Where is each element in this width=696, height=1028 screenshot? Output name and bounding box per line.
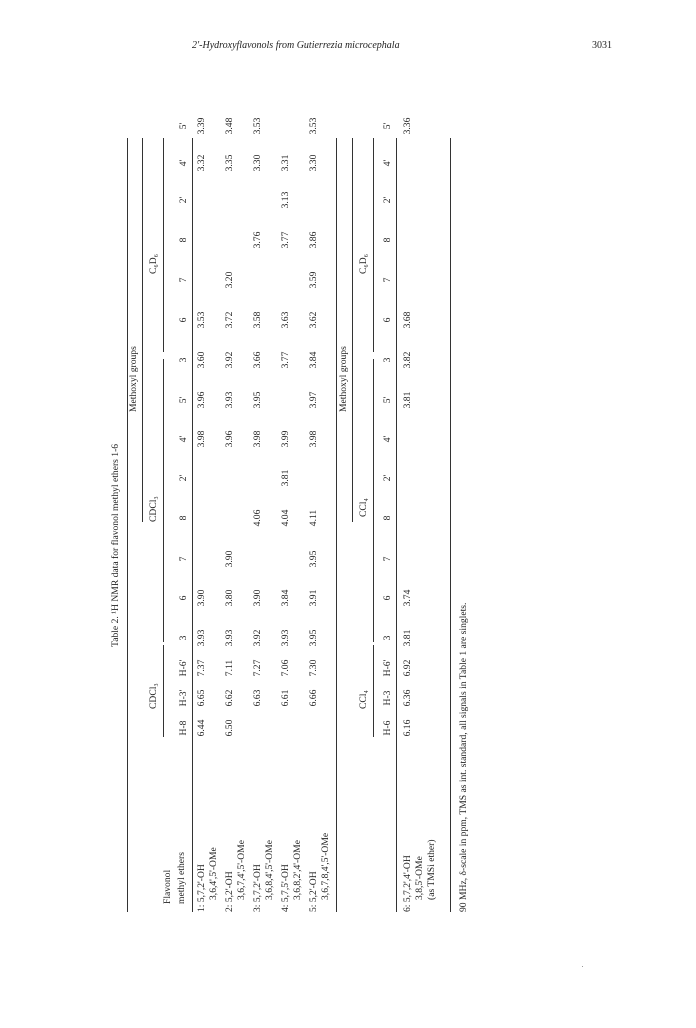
compound-name-line: 1: 5,7,2'-OH <box>196 864 207 912</box>
table-caption: Table 2. ¹H NMR data for flavonol methyl ethers 1-6 <box>110 443 121 647</box>
column-header: 2' <box>178 196 189 204</box>
table-cell: 3.81 <box>280 469 291 487</box>
solvent-rule-b-upper <box>163 138 164 352</box>
table-cell: 3.92 <box>224 351 235 369</box>
table-cell: 4.11 <box>308 509 319 527</box>
table-cell: 3.84 <box>308 351 319 369</box>
compound-name-line: 3: 5,7,2'-OH <box>252 864 263 912</box>
table-cell: 3.13 <box>280 191 291 209</box>
column-header: 5' <box>178 396 189 404</box>
table-cell: 3.32 <box>196 154 207 172</box>
compound-name-line: 3,8,5'-OMe <box>413 856 425 900</box>
solvent-rule-a-lower <box>373 359 374 642</box>
table-cell: 3.30 <box>252 154 263 172</box>
table-cell: 6.36 <box>402 689 413 707</box>
column-header: 2' <box>382 196 393 204</box>
methoxyl-groups-label-lower: Methoxyl groups <box>338 346 349 412</box>
table-cell: 3.95 <box>252 391 263 409</box>
table-cell: 4.06 <box>252 509 263 527</box>
column-header: 3 <box>382 635 393 641</box>
column-header: H-6' <box>382 659 393 677</box>
table-cell: 7.30 <box>308 659 319 677</box>
solvent-rule-h-lower <box>373 645 374 737</box>
row-label <box>308 833 332 912</box>
table-cell: 6.44 <box>196 719 207 737</box>
table-cell: 3.90 <box>196 589 207 607</box>
column-header: 7 <box>382 556 393 562</box>
column-header: H-3 <box>382 690 393 706</box>
table-cell: 3.66 <box>252 351 263 369</box>
compound-name-line: 3,6,7,8,4',5'-OMe <box>319 832 331 900</box>
column-header: 8 <box>178 515 189 521</box>
table-cell: 3.81 <box>402 391 413 409</box>
table-cell: 6.92 <box>402 659 413 677</box>
table-cell: 3.31 <box>280 154 291 172</box>
solvent-ome-b-lower: C₆D₆ <box>358 253 369 274</box>
table-cell: 3.35 <box>224 154 235 172</box>
table-cell: 3.62 <box>308 311 319 329</box>
table-cell: 3.63 <box>280 311 291 329</box>
mid-rule <box>336 138 337 912</box>
solvent-h-lower: CCl₄ <box>358 690 369 709</box>
table-cell: 3.95 <box>308 629 319 647</box>
table-cell: 3.90 <box>224 550 235 568</box>
table-cell: 3.20 <box>224 271 235 289</box>
column-header: 7 <box>382 277 393 283</box>
compound-name-line: 3,6,4',5'-OMe <box>207 847 219 900</box>
solvent-ome-a-lower: CCl₄ <box>358 498 369 517</box>
table-cell: 3.93 <box>224 391 235 409</box>
header-rule-upper <box>192 138 193 912</box>
methoxyl-rule-lower <box>352 138 353 522</box>
table-cell: 3.93 <box>224 629 235 647</box>
table-cell: 4.04 <box>280 509 291 527</box>
table-cell: 3.53 <box>196 311 207 329</box>
table-cell: 3.53 <box>252 117 263 135</box>
column-header: 6 <box>178 595 189 601</box>
column-header: 3 <box>178 635 189 641</box>
table-cell: 6.50 <box>224 719 235 737</box>
running-head: 2'-Hydroxyflavonols from Gutierrezia microcephala <box>192 40 400 51</box>
column-header: 7 <box>178 556 189 562</box>
table-cell: 3.74 <box>402 589 413 607</box>
table-cell: 3.59 <box>308 271 319 289</box>
column-header: 3 <box>178 357 189 363</box>
row-label <box>402 839 438 912</box>
table-cell: 7.11 <box>224 659 235 677</box>
solvent-ome-a-upper: CDCl₃ <box>148 496 159 522</box>
compound-name-line: 5: 5,2'-OH <box>308 871 319 912</box>
solvent-rule-h-upper <box>163 645 164 737</box>
column-header: 2' <box>382 474 393 482</box>
compound-name-line: 2: 5,2'-OH <box>224 871 235 912</box>
table-cell: 3.98 <box>196 430 207 448</box>
column-header: 4' <box>382 159 393 167</box>
compound-name-line: 3,6,7,4',5'-OMe <box>235 840 247 900</box>
table-cell: 3.39 <box>196 117 207 135</box>
table-cell: 3.92 <box>252 629 263 647</box>
table-cell: 6.62 <box>224 689 235 707</box>
column-header: 3 <box>382 357 393 363</box>
table-top-rule <box>127 138 128 912</box>
column-header: 6 <box>382 317 393 323</box>
table-cell: 3.96 <box>196 391 207 409</box>
column-header: 8 <box>382 237 393 243</box>
column-header: 6 <box>178 317 189 323</box>
table-cell: 3.77 <box>280 231 291 249</box>
header-rule-lower <box>396 138 397 912</box>
solvent-h-upper: CDCl₃ <box>148 683 159 709</box>
table-cell: 6.16 <box>402 719 413 737</box>
compound-name-line: (as TMSi ether) <box>425 839 437 900</box>
table-cell: 3.81 <box>402 629 413 647</box>
methyl-ethers-label: methyl ethers <box>176 852 187 904</box>
compound-name-line: 4: 5,7,5'-OH <box>280 864 291 912</box>
table-cell: 3.93 <box>196 629 207 647</box>
table-cell: 3.84 <box>280 589 291 607</box>
table-cell: 3.53 <box>308 117 319 135</box>
compound-name-line: 6: 5,7,2',4'-OH <box>402 855 413 912</box>
column-header: 4' <box>178 159 189 167</box>
table-cell: 7.27 <box>252 659 263 677</box>
row-label <box>252 840 276 912</box>
table-cell: 3.30 <box>308 154 319 172</box>
column-header: 8 <box>382 515 393 521</box>
table-cell: 6.65 <box>196 689 207 707</box>
column-header: H-8 <box>178 720 189 736</box>
column-header: 7 <box>178 277 189 283</box>
table-cell: 3.91 <box>308 589 319 607</box>
table-cell: 3.60 <box>196 351 207 369</box>
column-header: 2' <box>178 474 189 482</box>
table-cell: 3.99 <box>280 430 291 448</box>
table-cell: 3.90 <box>252 589 263 607</box>
table-cell: 7.06 <box>280 659 291 677</box>
table-cell: 3.98 <box>308 430 319 448</box>
table-cell: 3.93 <box>280 629 291 647</box>
column-header: H-6 <box>382 720 393 736</box>
column-header: 5' <box>382 396 393 404</box>
row-label <box>224 840 248 912</box>
table-cell: 3.86 <box>308 231 319 249</box>
row-label <box>280 840 304 912</box>
column-header: 4' <box>178 435 189 443</box>
column-header: 4' <box>382 435 393 443</box>
table-footnote: 90 MHz, δ-scale in ppm, TMS as int. standard, all signals in Table 1 are singlets. <box>458 602 469 912</box>
table-cell: 3.48 <box>224 117 235 135</box>
column-header: 5' <box>382 122 393 130</box>
column-header: 5' <box>178 122 189 130</box>
solvent-ome-b-upper: C₆D₆ <box>148 253 159 274</box>
row-label <box>196 847 220 912</box>
page-speck <box>582 966 583 967</box>
methoxyl-groups-label-upper: Methoxyl groups <box>128 346 139 412</box>
flavonol-label: Flavonol <box>162 869 173 904</box>
table-cell: 6.61 <box>280 689 291 707</box>
table-cell: 3.77 <box>280 351 291 369</box>
table-bottom-rule <box>450 138 451 912</box>
table-cell: 3.95 <box>308 550 319 568</box>
table-cell: 6.66 <box>308 689 319 707</box>
column-header: 8 <box>178 237 189 243</box>
solvent-rule-b-lower <box>373 138 374 352</box>
table-cell: 3.72 <box>224 311 235 329</box>
column-header: 6 <box>382 595 393 601</box>
table-cell: 3.82 <box>402 351 413 369</box>
compound-name-line: 3,6,8,2',4'-OMe <box>291 840 303 900</box>
nmr-table <box>106 117 486 912</box>
methoxyl-rule-upper <box>142 138 143 522</box>
column-header: H-6' <box>178 659 189 677</box>
column-header: H-3' <box>178 689 189 707</box>
table-cell: 3.58 <box>252 311 263 329</box>
table-cell: 6.63 <box>252 689 263 707</box>
table-cell: 3.97 <box>308 391 319 409</box>
table-cell: 3.96 <box>224 430 235 448</box>
compound-name-line: 3,6,8,4',5'-OMe <box>263 840 275 900</box>
solvent-rule-a-upper <box>163 359 164 642</box>
table-cell: 7.37 <box>196 659 207 677</box>
table-cell: 3.98 <box>252 430 263 448</box>
table-cell: 3.68 <box>402 311 413 329</box>
page-number: 3031 <box>592 40 612 51</box>
table-cell: 3.36 <box>402 117 413 135</box>
table-cell: 3.80 <box>224 589 235 607</box>
table-cell: 3.76 <box>252 231 263 249</box>
